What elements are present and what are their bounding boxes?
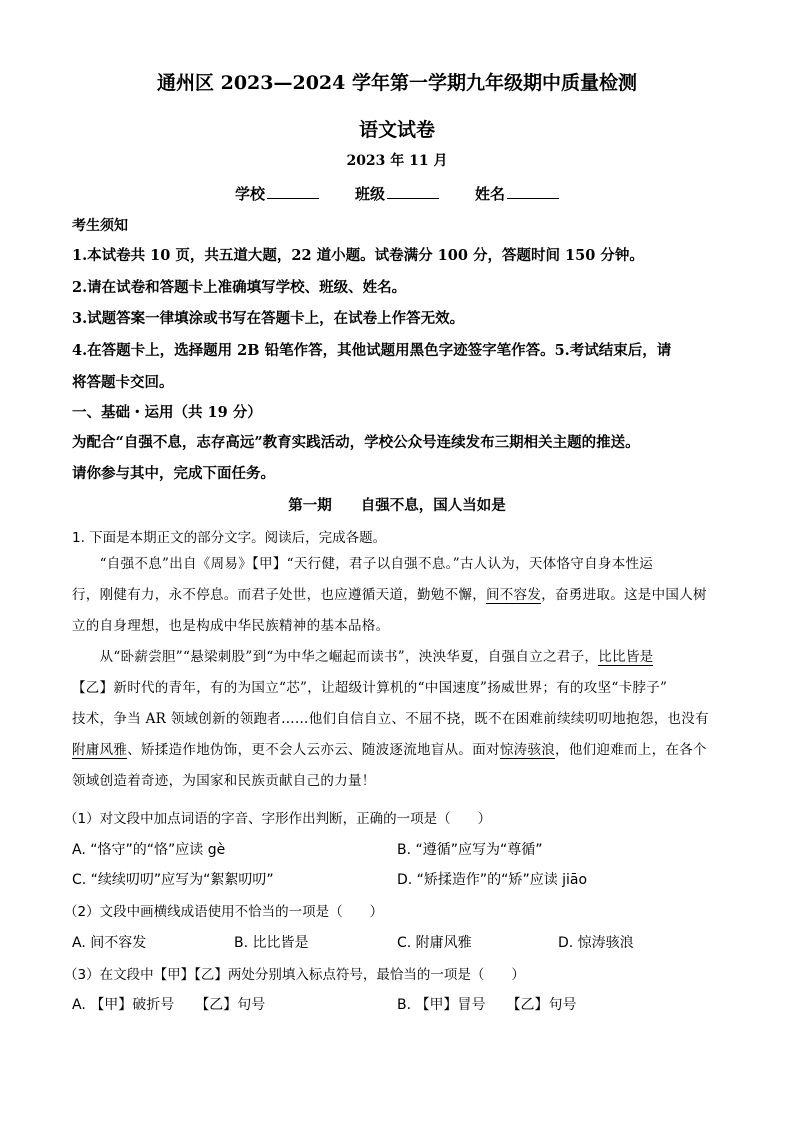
notice-item-3: 3.试题答案一律填涂或书写在答题卡上，在试卷上作答无效。	[72, 310, 465, 327]
q1-3-option-a[interactable]: A. 【甲】破折号 【乙】句号	[72, 997, 266, 1013]
passage-line: 立的自身理想，也是构成中华民族精神的基本品格。	[72, 618, 390, 634]
passage-line: 【乙】新时代的青年，有的为国立“芯”，让超级计算机的“中国速度”扬威世界；有的攻坚“卡脖子”	[72, 680, 668, 696]
section-heading: 一、基础・运用（共 19 分）	[72, 404, 262, 421]
passage-line: 从“卧薪尝胆”“悬梁刺股”到“为中华之崛起而读书”，泱泱华夏，自强自立之君子，比比皆是	[72, 649, 654, 665]
notice-heading: 考生须知	[72, 218, 128, 234]
q1-2-option-c[interactable]: C. 附庸风雅	[397, 935, 472, 951]
q1-1-option-c[interactable]: C. “续续叨叨”应写为“絮絮叨叨”	[72, 872, 274, 888]
issue-title: 第一期 自强不息，国人当如是	[288, 497, 506, 514]
underlined-idiom: 惊涛骇浪	[499, 742, 556, 758]
student-info-row	[0, 183, 794, 204]
q1-2-option-b[interactable]: B. 比比皆是	[234, 935, 309, 951]
passage-line: 行，刚健有力，永不停息。而君子处世，也应遵循天道，勤勉不懈，间不容发，奋勇进取。这是中国人树	[72, 587, 707, 603]
exam-date: 2023 年 11 月	[346, 153, 448, 169]
school-field[interactable]	[235, 183, 319, 204]
notice-item-2: 2.请在试卷和答题卡上准确填写学校、班级、姓名。	[72, 279, 407, 296]
q1-1-option-d[interactable]: D. “矫揉造作”的“矫”应读 jiāo	[397, 872, 588, 888]
exam-subtitle: 语文试卷	[358, 119, 435, 141]
exam-title: 通州区 2023—2024 学年第一学期九年级期中质量检测	[157, 72, 637, 94]
question-1-1: （1）对文段中加点词语的字音、字形作出判断，正确的一项是（ ）	[64, 811, 492, 827]
passage-line: 技术，争当 AR 领域创新的领跑者……他们自信自立、不屈不挠，既不在困难前续续叨叨地抱怨，也没有	[72, 711, 709, 727]
passage-line: “自强不息”出自《周易》【甲】“天行健，君子以自强不息。”古人认为，天体恪守自身本性运	[72, 556, 654, 572]
class-label: 班级	[354, 185, 385, 203]
question-1-2: （2）文段中画横线成语使用不恰当的一项是（ ）	[64, 904, 384, 920]
reading-passage	[72, 549, 722, 797]
q1-2-option-a[interactable]: A. 间不容发	[72, 935, 147, 951]
class-blank[interactable]	[387, 184, 439, 199]
notice-item-4: 4.在答题卡上，选择题用 2B 铅笔作答，其他试题用黑色字迹签字笔作答。5.考试结束后，请	[72, 342, 672, 359]
q1-1-option-a[interactable]: A. “恪守”的“恪”应读 gè	[72, 842, 226, 858]
section-intro-1: 为配合“自强不息，志存高远”教育实践活动，学校公众号连续发布三期相关主题的推送。	[72, 434, 640, 451]
passage-line: 附庸风雅、矫揉造作地伪饰，更不会人云亦云、随波逐流地盲从。面对惊涛骇浪，他们迎难而上，在各个	[72, 742, 707, 758]
underlined-idiom: 间不容发	[486, 587, 542, 603]
underlined-idiom: 比比皆是	[598, 649, 654, 665]
q1-1-option-b[interactable]: B. “遵循”应写为“尊循”	[397, 842, 543, 858]
name-label: 姓名	[475, 185, 506, 203]
notice-item-5: 将答题卡交回。	[72, 374, 174, 391]
question-1-lead: 1. 下面是本期正文的部分文字。阅读后，完成各题。	[72, 530, 387, 546]
q1-3-option-b[interactable]: B. 【甲】冒号 【乙】句号	[397, 997, 577, 1013]
notice-item-1: 1.本试卷共 10 页，共五道大题，22 道小题。试卷满分 100 分，答题时间 150 分钟。	[72, 247, 644, 264]
name-blank[interactable]	[507, 184, 559, 199]
class-field[interactable]	[355, 183, 439, 204]
question-1-3: （3）在文段中【甲】【乙】两处分别填入标点符号，最恰当的一项是（ ）	[64, 967, 525, 983]
school-label: 学校	[234, 185, 265, 203]
school-blank[interactable]	[267, 184, 319, 199]
passage-line: 领域创造着奇迹，为国家和民族贡献自己的力量！	[72, 773, 376, 789]
underlined-idiom: 附庸风雅	[72, 742, 128, 758]
section-intro-2: 请你参与其中，完成下面任务。	[72, 465, 275, 482]
name-field[interactable]	[475, 183, 559, 204]
q1-2-option-d[interactable]: D. 惊涛骇浪	[558, 935, 634, 951]
